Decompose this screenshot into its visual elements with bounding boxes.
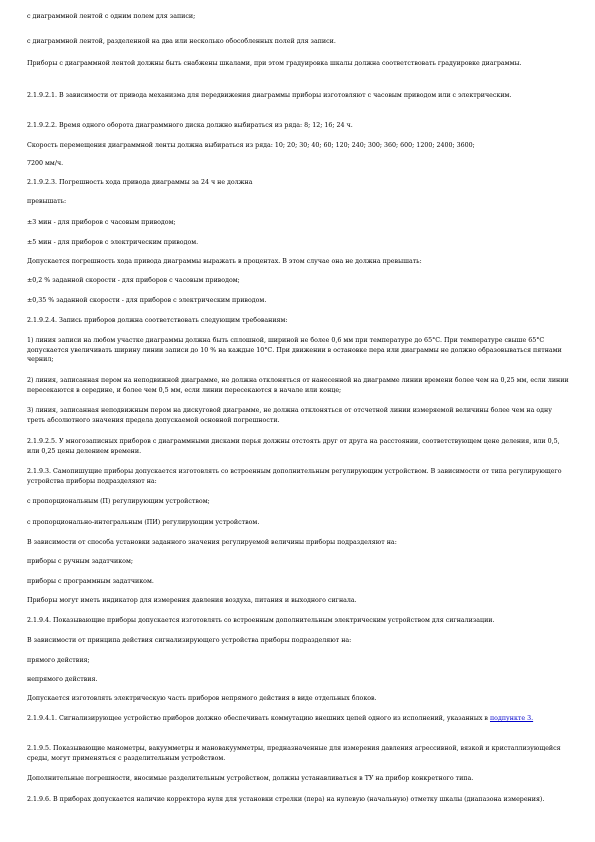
subclause-3-link[interactable]: подпункте 3. [489, 715, 534, 722]
paragraph: В зависимости от принципа действия сигнализирующего устройства приборы подразделяют на: [27, 637, 352, 644]
paragraph: В зависимости от способа установки заданного значения регулируемой величины приборы подразделяют на: [27, 539, 397, 546]
paragraph: 2) линия, записанная пером на неподвижной диаграмме, не должна отклоняться от нанесенной на диаграмме линии времени более чем на 0,25 мм, если линии пересекаются в середине, и более чем 0,5 мм, если линии пересекаются в начале или конце; [27, 377, 569, 394]
paragraph: 2.1.9.3. Самопишущие приборы допускается изготовлять со встроенным дополнительным регулирующим устройством. В зависимости от типа регулирующего устройства приборы подразделяют на: [27, 468, 562, 485]
paragraph: превышать: [27, 198, 67, 205]
paragraph: Приборы с диаграммной лентой должны быть снабжены шкалами, при этом градуировка шкалы должна соответствовать градуировке диаграммы. [27, 60, 522, 67]
paragraph: ±0,2 % заданной скорости - для приборов с часовым приводом; [27, 277, 240, 284]
paragraph: Дополнительные погрешности, вносимые разделительным устройством, должны устанавливаться в ТУ на прибор конкретного типа. [27, 775, 474, 782]
paragraph: 2.1.9.5. Показывающие манометры, вакуумметры и мановакуумметры, предназначенные для измерения давления агрессивной, вязкой и кристаллизующейся среды, могут применяться с разделительным устройством. [27, 745, 561, 762]
paragraph: Приборы могут иметь индикатор для измерения давления воздуха, питания и выходного сигнала. [27, 597, 357, 604]
paragraph: 2.1.9.6. В приборах допускается наличие корректора нуля для установки стрелки (пера) на нулевую (начальную) отметку шкалы (диапазона измерения). [27, 796, 545, 803]
paragraph: Скорость перемещения диаграммной ленты должна выбираться из ряда: 10; 20; 30; 40; 60; 120; 240; 300; 360; 600; 1200; 2400; 3600; [27, 142, 475, 149]
paragraph: ±0,35 % заданной скорости - для приборов с электрическим приводом. [27, 297, 267, 304]
paragraph: с диаграммной лентой, разделенной на два или несколько обособленных полей для записи. [27, 38, 336, 45]
paragraph: 1) линия записи на любом участке диаграммы должна быть сплошной, шириной не более 0,6 мм при температуре до 65°С. При температуре свыше 65°С допускается увеличивать ширину линии записи до 10 % на каждые 10°С. При движении в остановке пера или диаграммы не должно образовываться пятнами чернил; [27, 337, 562, 363]
paragraph: 2.1.9.2.4. Запись приборов должна соответствовать следующим требованиям: [27, 317, 288, 324]
paragraph: 2.1.9.4. Показывающие приборы допускается изготовлять со встроенным дополнительным электрическим устройством для сигнализации. [27, 617, 495, 624]
paragraph: Допускается погрешность хода привода диаграммы выражать в процентах. В этом случае она не должна превышать: [27, 258, 422, 265]
paragraph: с диаграммной лентой с одним полем для записи; [27, 13, 196, 20]
paragraph: 7200 мм/ч. [27, 160, 64, 167]
paragraph: непрямого действия. [27, 676, 98, 683]
paragraph-with-link [27, 714, 570, 724]
paragraph: с пропорциональным (П) регулирующим устройством; [27, 498, 210, 505]
paragraph: приборы с программным задатчиком. [27, 578, 154, 585]
paragraph-text: 2.1.9.4.1. Сигнализирующее устройство приборов должно обеспечивать коммутацию внешних цепей одного из исполнений, указанных в [27, 715, 488, 722]
paragraph: ±5 мин - для приборов с электрическим приводом. [27, 239, 199, 246]
paragraph: прямого действия; [27, 657, 90, 664]
paragraph: 2.1.9.2.2. Время одного оборота диаграммного диска должно выбираться из ряда: 8; 12; 16; 24 ч. [27, 122, 353, 129]
paragraph: ±3 мин - для приборов с часовым приводом; [27, 219, 176, 226]
paragraph: 2.1.9.2.5. У многозаписных приборов с диаграммными дисками перья должны отстоять друг от друга на расстоянии, соответствующем цене деления, или 0,5, или 0,25 цены делением времени. [27, 438, 560, 455]
paragraph: 2.1.9.2.3. Погрешность хода привода диаграммы за 24 ч не должна [27, 179, 253, 186]
paragraph: приборы с ручным задатчиком; [27, 558, 133, 565]
paragraph: с пропорционально-интегральным (ПИ) регулирующим устройством. [27, 519, 260, 526]
paragraph: 2.1.9.2.1. В зависимости от привода механизма для передвижения диаграммы приборы изготовляют с часовым приводом или с электрическим. [27, 92, 512, 99]
paragraph: Допускается изготовлять электрическую часть приборов непрямого действия в виде отдельных блоков. [27, 695, 377, 702]
paragraph: 3) линия, записанная неподвижным пером на дискуговой диаграмме, не должна отклоняться от отсчетной линии измеряемой величины более чем на одну треть абсолютного значения предела допускаемой основной погрешности. [27, 407, 552, 424]
